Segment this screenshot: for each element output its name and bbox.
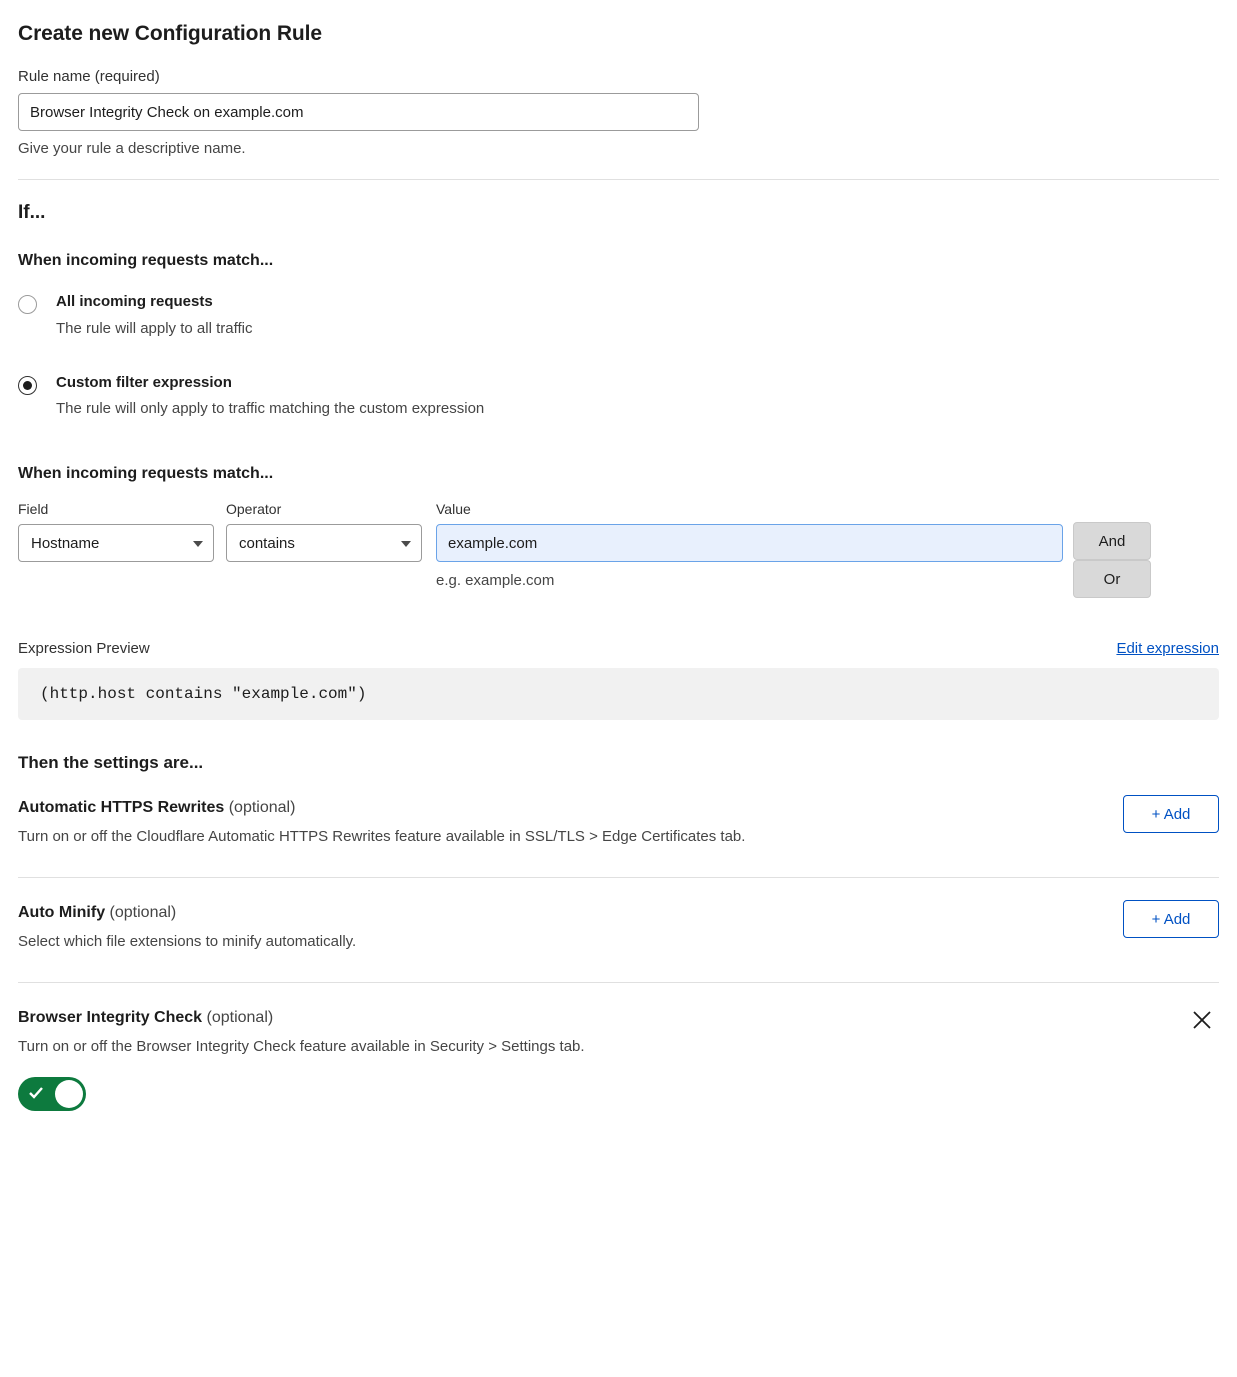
radio-option-desc: The rule will apply to all traffic [56, 319, 253, 337]
expression-preview-label: Expression Preview [18, 640, 150, 657]
operator-label: Operator [226, 501, 282, 517]
setting-title [18, 904, 1219, 922]
radio-option-title: All incoming requests [56, 293, 213, 310]
setting-browser-integrity-check [18, 983, 1219, 1111]
field-column [18, 501, 214, 562]
and-button[interactable]: And [1073, 522, 1151, 560]
section-divider [18, 179, 1219, 180]
toggle-knob [55, 1080, 83, 1108]
setting-title-text: Automatic HTTPS Rewrites [18, 799, 225, 816]
setting-title-text: Browser Integrity Check [18, 1009, 203, 1026]
setting-title [18, 1009, 1219, 1027]
value-column [436, 501, 1063, 589]
setting-title-text: Auto Minify [18, 904, 106, 921]
close-icon [1189, 1007, 1215, 1033]
browser-integrity-check-toggle[interactable] [18, 1077, 86, 1111]
value-hint: e.g. example.com [436, 572, 555, 589]
field-select[interactable] [18, 524, 214, 562]
radio-option-title: Custom filter expression [56, 373, 232, 391]
radio-option-custom-filter-expression[interactable] [18, 375, 1219, 418]
setting-description: Turn on or off the Cloudflare Automatic HTTPS Rewrites feature available in SSL/TLS > Edge Certificates tab. [18, 828, 746, 845]
logic-buttons [1063, 522, 1219, 598]
rule-name-help: Give your rule a descriptive name. [18, 140, 246, 157]
setting-description: Turn on or off the Browser Integrity Check feature available in Security > Settings tab. [18, 1038, 585, 1055]
expression-builder-heading: When incoming requests match... [18, 465, 274, 482]
field-select-value[interactable]: Hostname [18, 524, 214, 562]
check-icon [28, 1085, 44, 1101]
setting-optional-tag: (optional) [105, 904, 177, 921]
chevron-down-icon [193, 541, 203, 547]
setting-description: Select which file extensions to minify automatically. [18, 933, 357, 950]
value-label: Value [436, 501, 471, 517]
setting-optional-tag: (optional) [202, 1009, 274, 1026]
match-subheading: When incoming requests match... [18, 252, 274, 269]
edit-expression-link[interactable]: Edit expression [1116, 640, 1219, 657]
rule-name-label: Rule name (required) [18, 68, 160, 85]
then-section-heading: Then the settings are... [18, 753, 204, 772]
chevron-down-icon [401, 541, 411, 547]
remove-browser-integrity-check-button[interactable] [1189, 1007, 1215, 1033]
radio-option-all-incoming-requests[interactable] [18, 294, 1219, 337]
expression-preview-header [18, 640, 1219, 657]
setting-automatic-https-rewrites [18, 773, 1219, 845]
expression-preview-box: (http.host contains "example.com") [18, 668, 1219, 720]
radio-icon-selected[interactable] [18, 376, 37, 395]
value-input[interactable] [436, 524, 1063, 562]
add-auto-minify-button[interactable]: + Add [1123, 900, 1219, 938]
operator-select[interactable] [226, 524, 422, 562]
add-automatic-https-rewrites-button[interactable]: + Add [1123, 795, 1219, 833]
radio-icon[interactable] [18, 295, 37, 314]
operator-column [226, 501, 422, 562]
or-button[interactable]: Or [1073, 560, 1151, 598]
setting-title [18, 799, 1219, 817]
field-label: Field [18, 501, 49, 517]
expression-builder-row [18, 501, 1219, 598]
rule-name-input[interactable] [18, 93, 699, 131]
setting-optional-tag: (optional) [224, 799, 296, 816]
page-title: Create new Configuration Rule [18, 22, 322, 45]
if-section-heading: If... [18, 202, 46, 223]
radio-option-desc: The rule will only apply to traffic matching the custom expression [56, 400, 485, 417]
operator-select-value[interactable]: contains [226, 524, 422, 562]
setting-auto-minify [18, 878, 1219, 950]
